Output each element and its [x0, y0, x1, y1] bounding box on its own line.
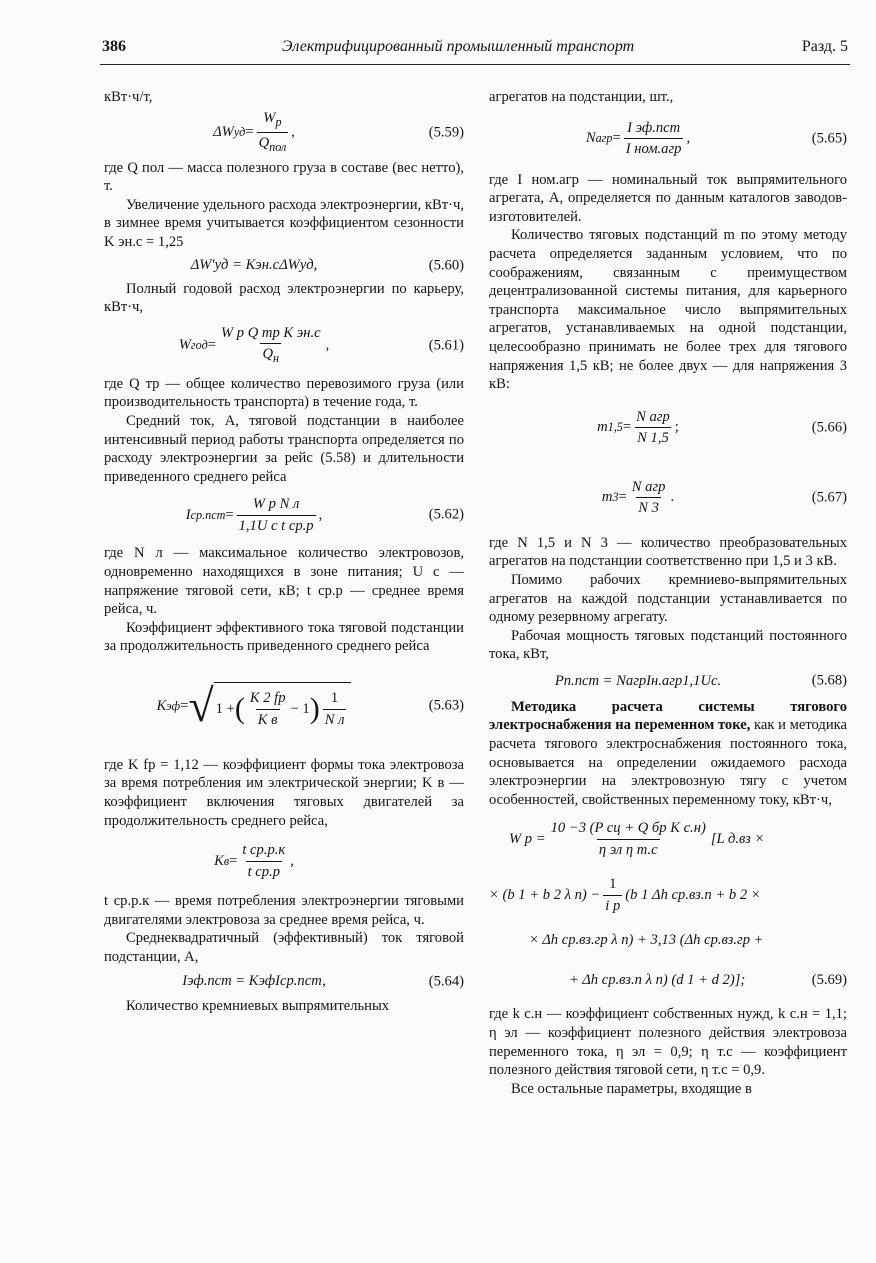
formula-eq: =	[618, 489, 627, 506]
equation-number: (5.61)	[428, 337, 464, 354]
equation-number: (5.68)	[811, 672, 847, 689]
formula-5-68	[489, 664, 847, 698]
fraction	[549, 819, 708, 859]
formula-sub: н	[273, 351, 280, 366]
formula-lhs: I	[185, 507, 191, 524]
numerator: W	[263, 109, 276, 126]
fraction	[323, 689, 347, 729]
formula-kv	[104, 830, 464, 892]
numerator: 1	[609, 876, 617, 893]
formula-tail: ,	[325, 337, 330, 354]
formula-lhs: K	[156, 697, 167, 714]
formula-eq: =	[225, 507, 234, 524]
formula-sub: год	[190, 338, 208, 353]
numerator: t ср.р.к	[242, 842, 286, 859]
formula-eq: =	[207, 337, 216, 354]
formula-lhs: ΔW	[213, 124, 234, 141]
denominator: N л	[323, 709, 347, 730]
numerator: W р N л	[252, 496, 300, 513]
formula-line-1	[509, 819, 764, 859]
fraction	[630, 478, 668, 518]
formula-tail: ,	[686, 130, 691, 147]
formula-term: 1 +	[215, 701, 235, 718]
equation-number: (5.59)	[428, 124, 464, 141]
formula-text: ΔW′уд = Kэн.сΔWуд,	[190, 257, 318, 274]
formula-tail: ,	[318, 507, 323, 524]
formula-tail: (b 1 Δh ср.вз.п + b 2 ×	[625, 887, 761, 904]
formula-5-66	[489, 394, 847, 462]
formula-lhs: W	[178, 337, 191, 354]
formula-lhs: m	[597, 419, 608, 436]
formula-lhs: W р =	[509, 831, 546, 848]
paragraph: Увеличение удельного расхода электроэнергии, кВт·ч, в зимнее время учитывается коэффициентом сезонности K эн.с = 1,25	[104, 196, 464, 250]
paren-close: )	[309, 692, 320, 726]
paragraph: где Q пол — масса полезного груза в составе (вес нетто), т.	[104, 159, 464, 195]
fraction	[257, 109, 289, 157]
formula-5-62	[104, 486, 464, 544]
equation-number: (5.64)	[428, 973, 464, 990]
denominator: Q	[258, 135, 270, 152]
denominator: t ср.р	[246, 861, 282, 882]
right-column	[489, 88, 847, 1098]
paragraph	[489, 698, 847, 810]
numerator: I эф.пст	[627, 119, 681, 136]
fraction	[634, 408, 672, 448]
denominator: Q	[262, 346, 274, 363]
fraction	[248, 689, 288, 729]
formula-5-61	[104, 317, 464, 375]
formula-sub: пол	[269, 140, 287, 154]
numerator: K 2 fp	[249, 690, 286, 707]
formula-lhs: K	[214, 852, 224, 869]
formula-eq: =	[622, 419, 632, 436]
denominator: i р	[603, 895, 622, 916]
formula-term: × (b 1 + b 2 λ п) −	[489, 887, 601, 904]
paragraph: где K fp = 1,12 — коэффициент формы тока электровоза за время потребления им электрической энергии; K в — коэффициент включения тяговых двигателей за продолжительность среднего рейса,	[104, 756, 464, 829]
formula-tail: ,	[290, 852, 294, 869]
formula-sub: уд	[233, 125, 246, 140]
radicand	[214, 682, 352, 729]
paragraph: где N л — максимальное количество электровозов, одновременно находящихся в зоне питания; U с — напряжение тяговой сети, кВ; t ср.р — среднее время рейса, ч.	[104, 545, 464, 618]
section-label: Разд. 5	[801, 38, 848, 55]
paragraph: Среднеквадратичный (эффективный) ток тяговой подстанции, А,	[104, 930, 464, 966]
denominator: 1,1U с t ср.р	[237, 515, 316, 536]
formula-line-4: + Δh ср.вз.п λ п) (d 1 + d 2)];	[569, 972, 746, 989]
fraction	[219, 324, 323, 368]
formula-sub: агр	[595, 131, 613, 146]
equation-number: (5.63)	[428, 697, 464, 714]
denominator: N 3	[636, 497, 661, 518]
formula-lhs: m	[601, 489, 613, 506]
formula-sub: в	[223, 853, 230, 868]
paragraph: кВт·ч/т,	[104, 89, 153, 105]
denominator: K в	[256, 709, 280, 730]
running-header	[102, 38, 848, 62]
formula-eq: =	[245, 124, 254, 141]
formula-5-63	[104, 656, 464, 756]
formula-5-59	[104, 107, 464, 159]
paragraph: Полный годовой расход электроэнергии по карьеру, кВт·ч,	[104, 280, 464, 316]
formula-sub: р	[275, 114, 282, 129]
equation-number: (5.65)	[811, 130, 847, 147]
formula-line-3: × Δh ср.вз.гр λ п) + 3,13 (Δh ср.вз.гр +	[529, 932, 764, 949]
formula-5-64	[104, 967, 464, 997]
denominator: N 1,5	[635, 427, 671, 448]
formula-lhs: N	[585, 130, 596, 147]
formula-tail: [L д.вз ×	[710, 831, 765, 848]
equation-number: (5.67)	[811, 489, 847, 506]
formula-eq: =	[229, 852, 238, 869]
running-title: Электрифицированный промышленный транспорт	[282, 38, 635, 55]
left-column	[104, 88, 464, 1015]
formula-5-60	[104, 252, 464, 280]
bold-lead: Методика расчета системы тягового электроснабжения на переменном токе,	[489, 698, 847, 734]
formula-sub: ср.пст	[190, 508, 226, 523]
paragraph: Коэффициент эффективного тока тяговой подстанции за продолжительность приведенного среднего рейса	[104, 619, 464, 655]
paragraph: Количество тяговых подстанций m по этому методу расчета определяется заданным условием, что по соображениям, связанным с преимуществом децентрализованной системы питания, для карьерного транспорта максимальное число выпрямительных агрегатов, устанавливаемых на одной подстанции, целесообразно принимать не более трех для тягового напряжения 1,5 кВ; не более двух — для напряжения 3 кВ:	[489, 227, 847, 393]
formula-text: Iэф.пст = KэфIср.пст,	[182, 973, 326, 990]
fraction	[603, 875, 622, 915]
paragraph: где k с.н — коэффициент собственных нужд, k с.н = 1,1; η эл — коэффициент полезного действия электровоза переменного тока, η эл = 0,9; η т.с — коэффициент полезного действия тяговой сети, η т.с = 0,9.	[489, 1006, 847, 1079]
paragraph: Помимо рабочих кремниево-выпрямительных агрегатов на каждой подстанции устанавливается по одному резервному агрегату.	[489, 571, 847, 626]
page-number: 386	[102, 38, 126, 55]
header-rule	[100, 64, 850, 65]
formula-sub: эф	[166, 698, 181, 713]
formula-tail: ,	[291, 124, 295, 141]
numerator: N агр	[631, 478, 666, 495]
paragraph: Количество кремниевых выпрямительных	[126, 997, 390, 1014]
paragraph: Рабочая мощность тяговых подстанций постоянного тока, кВт,	[489, 627, 847, 663]
paragraph: где N 1,5 и N 3 — количество преобразовательных агрегатов на подстанции соответственно при 1,5 и 3 кВ.	[489, 534, 847, 570]
formula-sub: 3	[612, 490, 619, 505]
fraction	[237, 495, 316, 535]
fraction	[240, 841, 287, 881]
formula-tail: .	[670, 489, 675, 506]
formula-eq: =	[180, 697, 189, 714]
equation-number: (5.60)	[428, 257, 464, 274]
formula-term: − 1	[290, 701, 310, 718]
fraction	[624, 119, 684, 159]
paragraph: t ср.р.к — время потребления электроэнергии тяговыми двигателями электровоза за среднее время рейса, ч.	[104, 893, 464, 928]
radical-sign: √	[188, 679, 214, 731]
denominator: I ном.агр	[624, 138, 684, 159]
paragraph: агрегатов на подстанции, шт.,	[489, 89, 674, 105]
paragraph: Средний ток, А, тяговой подстанции в наиболее интенсивный период работы транспорта определяется по расходу электроэнергии за рейс (5.58) и длительности приведенного среднего рейса	[104, 412, 464, 485]
paragraph-text: как и методика расчета тягового электроснабжения постоянного тока, основывается на определении ожидаемого расхода электроэнергии на электровозную тягу с учетом особенностей, свойственных переменному току, кВт·ч,	[489, 717, 847, 808]
numerator: W р Q тр K эн.с	[220, 324, 321, 341]
formula-eq: =	[612, 130, 621, 147]
equation-number: (5.62)	[428, 507, 464, 524]
paragraph: где I ном.агр — номинальный ток выпрямительного агрегата, А, определяется по данным каталогов заводов-изготовителей.	[489, 171, 847, 225]
paragraph: где Q тр — общее количество перевозимого груза (или производительность транспорта) в течение года, т.	[104, 375, 464, 411]
numerator: 1	[330, 690, 339, 707]
numerator: 10 −3 (P сц + Q бр K с.н)	[550, 820, 706, 837]
formula-5-65	[489, 107, 847, 171]
paren-open: (	[234, 692, 245, 726]
denominator: η эл η т.с	[597, 839, 660, 860]
formula-sub: 1,5	[607, 420, 623, 435]
formula-line-2	[489, 875, 761, 915]
formula-tail: ;	[674, 419, 679, 436]
equation-number: (5.66)	[811, 419, 847, 436]
equation-number: (5.69)	[811, 972, 847, 989]
formula-5-67	[489, 462, 847, 534]
paragraph: Все остальные параметры, входящие в	[511, 1080, 752, 1097]
formula-5-69	[489, 809, 847, 1005]
formula-text: Pп.пст = NагрIн.агр1,1Uс.	[554, 672, 722, 689]
numerator: N агр	[636, 408, 670, 425]
